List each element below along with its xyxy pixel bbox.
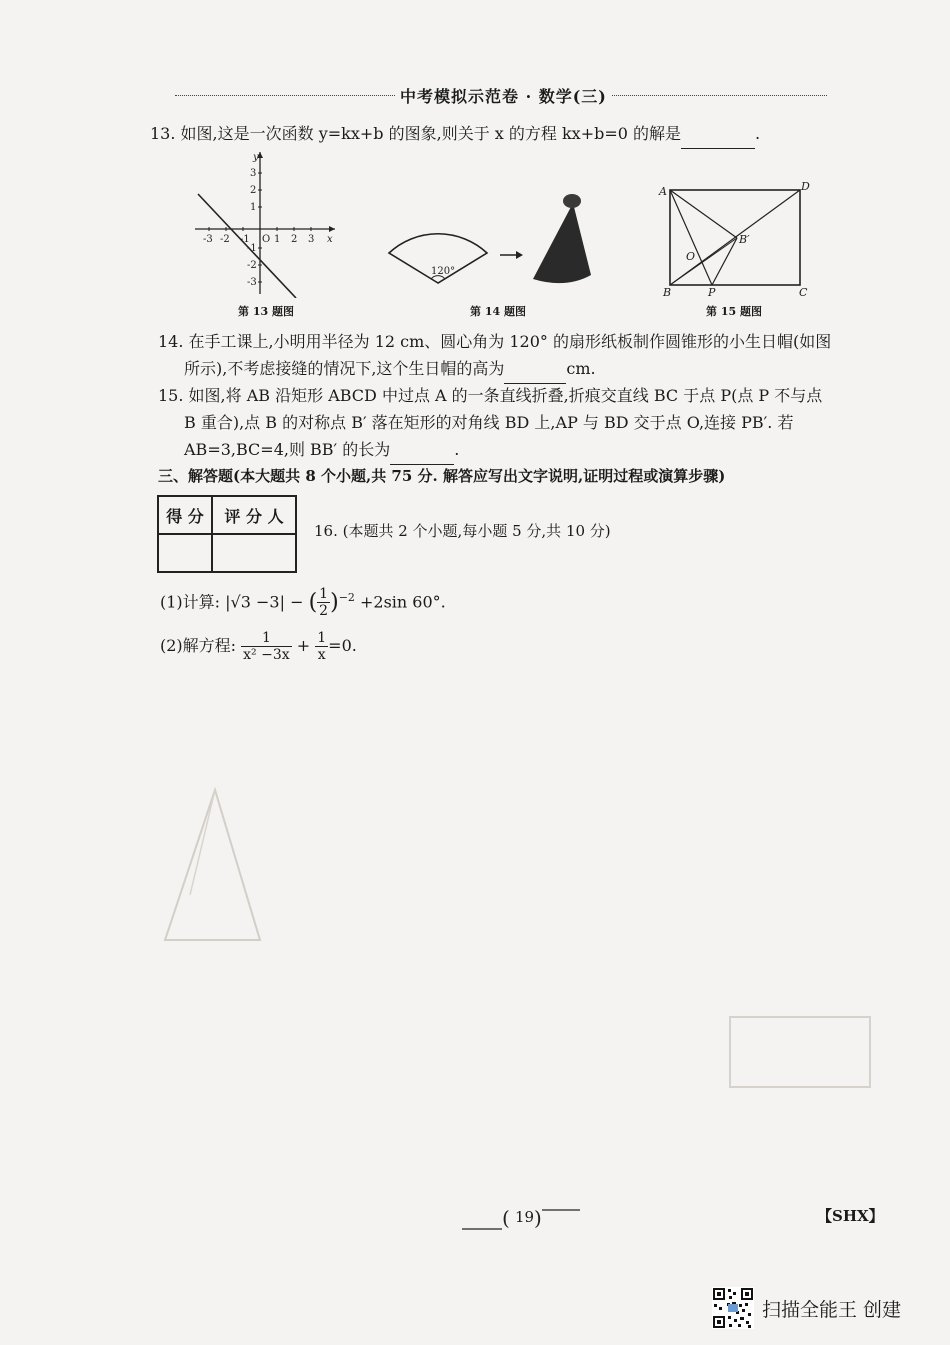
exponent: −2 <box>338 591 355 604</box>
question-16-part2 <box>160 628 357 664</box>
equation-end: =0. <box>328 636 357 655</box>
page-header-title: 中考模拟示范卷 · 数学(三) <box>396 84 611 107</box>
question-16-title: 16. (本题共 2 个小题,每小题 5 分,共 10 分) <box>314 522 611 540</box>
page-number: 19 <box>515 1208 535 1226</box>
plus-sign: + <box>296 636 311 655</box>
section-3-title: 三、解答题(本大题共 8 个小题,共 75 分. 解答应写出文字说明,证明过程或演算步骤) <box>158 467 726 485</box>
x-tick-label: -2 <box>220 234 230 245</box>
question-13-text: 13. 如图,这是一次函数 y=kx+b 的图象,则关于 x 的方程 kx+b=0 的解是 <box>150 124 682 143</box>
part1-expr-tail: +2sin 60°. <box>360 592 446 612</box>
grader-header: 评 分 人 <box>212 496 296 534</box>
question-15-line3 <box>184 436 459 465</box>
scanner-watermark: 扫描全能王 创建 <box>762 1299 902 1321</box>
question-15-line1: 15. 如图,将 AB 沿矩形 ABCD 中过点 A 的一条直线折叠,折痕交直线 BC 于点 P(点 P 不与点 <box>158 386 823 405</box>
y-tick-label: 2 <box>250 185 257 196</box>
point-label-D: D <box>801 180 810 193</box>
series-code: 【SHX】 <box>817 1207 884 1225</box>
answer-blank-13 <box>681 120 755 149</box>
question-15-line2: B 重合),点 B 的对称点 B′ 落在矩形的对角线 BD 上,AP 与 BD 交于点 O,连接 PB′. 若 <box>184 413 794 432</box>
svg-text:): ) <box>534 1206 542 1230</box>
x-axis-label: x <box>327 234 333 245</box>
point-label-P: P <box>708 286 716 299</box>
y-tick-label: -3 <box>247 277 257 288</box>
part2-label: (2)解方程: <box>160 636 237 655</box>
arrow-icon <box>516 251 523 259</box>
figure-13-graph <box>190 148 340 298</box>
equation-fraction-2: $\frac{1}{x}$ <box>317 630 327 663</box>
y-tick-label: 1 <box>250 202 257 213</box>
score-header: 得 分 <box>158 496 212 534</box>
question-16-part1: (1)计算: |√3 −3| − ( $\frac{1}{2}$ )$^{-2}$ +2sin 60°. <box>160 586 446 620</box>
figure-15-rectangle <box>655 180 815 300</box>
equation-fraction-1: $\frac{1}{\text{x² −3x}}$ <box>243 630 290 663</box>
question-13-end: . <box>755 124 761 143</box>
point-label-C: C <box>799 286 808 299</box>
x-tick-label: -1 <box>240 234 250 245</box>
figure-14-caption: 第 14 题图 <box>470 305 526 318</box>
svg-text:(: ( <box>502 1206 510 1230</box>
question-15-text: AB=3,BC=4,则 BB′ 的长为 <box>184 440 391 459</box>
qr-code-icon <box>712 1287 754 1329</box>
origin-label: O <box>262 234 271 245</box>
question-13 <box>150 120 760 149</box>
point-label-A: A <box>659 185 667 198</box>
y-tick-label: 3 <box>250 168 257 179</box>
y-axis-label: y <box>253 152 259 163</box>
ghost-score-box <box>728 1015 873 1090</box>
figure-15-caption: 第 15 题图 <box>706 305 762 318</box>
point-label-B: B <box>663 286 672 299</box>
question-14-unit: cm. <box>566 359 596 378</box>
figure-13-caption: 第 13 题图 <box>238 305 294 318</box>
half-fraction: $\frac{1}{2}$ <box>319 586 329 620</box>
answer-blank-14 <box>504 355 566 384</box>
cone-shape <box>533 203 591 283</box>
answer-blank-15 <box>390 436 454 465</box>
question-15-end: . <box>454 440 460 459</box>
question-14-line2 <box>184 355 596 384</box>
score-table <box>157 495 297 573</box>
point-label-O: O <box>686 250 696 263</box>
x-tick-label: 2 <box>291 234 298 245</box>
x-tick-label: -3 <box>203 234 213 245</box>
question-14-line1: 14. 在手工课上,小明用半径为 12 cm、圆心角为 120° 的扇形纸板制作圆锥形的小生日帽(如图 <box>158 332 832 351</box>
x-tick-label: 3 <box>308 234 315 245</box>
ghost-triangle-figure <box>160 785 280 955</box>
y-tick-label: -1 <box>247 243 257 254</box>
score-cell[interactable] <box>158 534 212 572</box>
grader-cell[interactable] <box>212 534 296 572</box>
part1-expr-abs: |√3 −3| − <box>225 592 304 612</box>
figure-14-sector-cone <box>383 185 593 295</box>
question-14-text: 所示),不考虑接缝的情况下,这个生日帽的高为 <box>184 359 505 378</box>
point-label-Bprime: B′ <box>739 233 750 246</box>
part1-label: (1)计算: <box>160 592 221 612</box>
y-tick-label: -2 <box>247 260 257 271</box>
sector-angle-label: 120° <box>431 266 456 277</box>
x-tick-label: 1 <box>274 234 281 245</box>
